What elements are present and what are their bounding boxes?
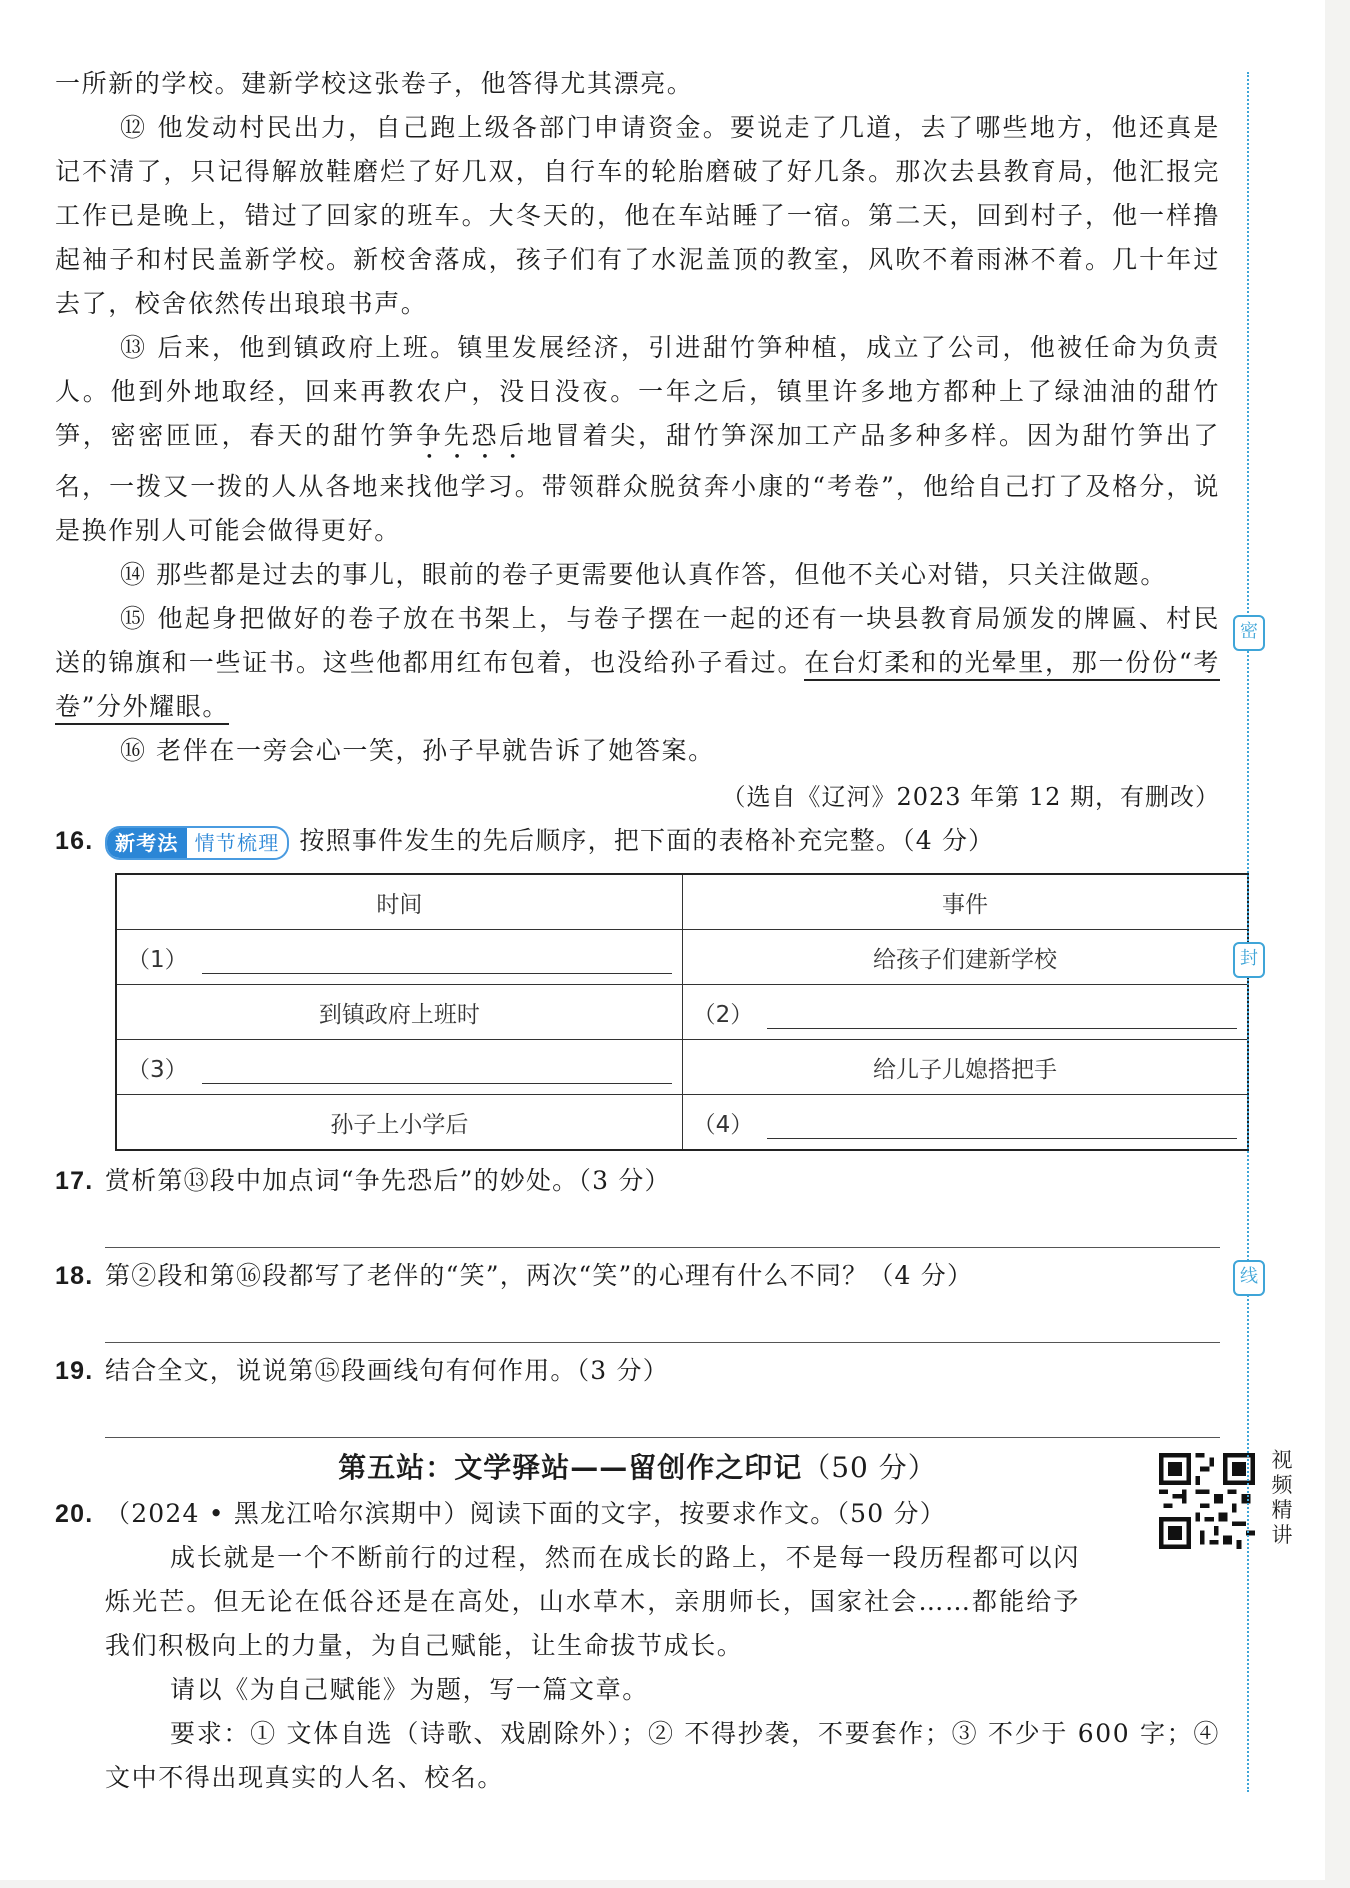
question-number: 16. [55, 827, 94, 855]
question-text: 第②段和第⑯段都写了老伴的“笑”，两次“笑”的心理有什么不同？（4 分） [105, 1261, 974, 1290]
section-title: 第五站：文学驿站——留创作之印记（50 分） [338, 1451, 937, 1484]
table-cell: 给儿子儿媳搭把手 [682, 1040, 1248, 1095]
answer-line-17[interactable] [105, 1203, 1220, 1248]
binding-mark-2: 封 [1233, 942, 1265, 978]
binding-mark-1: 密 [1233, 615, 1265, 651]
question-text: 结合全文，说说第⑮段画线句有何作用。（3 分） [105, 1356, 669, 1385]
table-cell: 到镇政府上班时 [116, 985, 682, 1040]
question-16 [55, 819, 1220, 863]
underlined-sentence: 在台灯柔和的光晕里，那一份份“考卷”分外耀眼。 [55, 648, 1220, 725]
passage-paragraph: 一所新的学校。建新学校这张卷子，他答得尤其漂亮。 [55, 69, 694, 98]
question-text: 赏析第⑬段中加点词“争先恐后”的妙处。（3 分） [105, 1166, 671, 1195]
qr-code-icon[interactable] [1159, 1453, 1255, 1549]
qr-label: 视频精讲 [1271, 1448, 1293, 1547]
writing-requirements: 要求：① 文体自选（诗歌、戏剧除外）；② 不得抄袭，不要套作；③ 不少于 600 字；④ 文中不得出现真实的人名、校名。 [105, 1719, 1220, 1792]
passage-paragraph-15: ⑮ 他起身把做好的卷子放在书架上，与卷子摆在一起的还有一块县教育局颁发的牌匾、村民送的锦旗和一些证书。这些他都用红布包着，也没给孙子看过。在台灯柔和的光晕里，那一份份“考卷”分外耀眼。 [55, 597, 1220, 729]
table-header-time: 时间 [116, 874, 682, 930]
answer-line-18[interactable] [105, 1298, 1220, 1343]
passage-source: （选自《辽河》2023 年第 12 期，有删改） [721, 783, 1220, 811]
event-table [115, 873, 1249, 1151]
table-row [116, 1095, 1248, 1151]
answer-line-19[interactable] [105, 1393, 1220, 1438]
page-content [55, 62, 1220, 1800]
answer-cell-2[interactable]: （2） [682, 985, 1248, 1040]
question-20: 20. （2024 • 黑龙江哈尔滨期中）阅读下面的文字，按要求作文。（50 分） [55, 1499, 946, 1528]
answer-cell-1[interactable]: （1） [116, 930, 682, 985]
binding-line [1247, 72, 1249, 1792]
question-17: 17. 赏析第⑬段中加点词“争先恐后”的妙处。（3 分） [55, 1166, 671, 1195]
table-cell: 给孩子们建新学校 [682, 930, 1248, 985]
question-text: （2024 • 黑龙江哈尔滨期中）阅读下面的文字，按要求作文。（50 分） [105, 1499, 946, 1528]
binding-mark-3: 线 [1233, 1260, 1265, 1296]
table-header-row [116, 874, 1248, 930]
table-cell: 孙子上小学后 [116, 1095, 682, 1151]
writing-task: 请以《为自己赋能》为题，写一篇文章。 [170, 1675, 649, 1704]
question-19: 19. 结合全文，说说第⑮段画线句有何作用。（3 分） [55, 1356, 669, 1385]
table-row [116, 985, 1248, 1040]
answer-cell-4[interactable]: （4） [682, 1095, 1248, 1151]
table-header-event: 事件 [682, 874, 1248, 930]
question-18: 18. 第②段和第⑯段都写了老伴的“笑”，两次“笑”的心理有什么不同？（4 分） [55, 1261, 974, 1290]
writing-prompt: 成长就是一个不断前行的过程，然而在成长的路上，不是每一段历程都可以闪烁光芒。但无论在低谷还是在高处，山水草木，亲朋师长，国家社会……都能给予我们积极向上的力量，为自己赋能，让生命拔节成长。 [105, 1543, 1080, 1660]
table-row [116, 930, 1248, 985]
dotted-word: 争先恐后 [415, 421, 528, 450]
new-exam-tag: 新考法 情节梳理 [105, 826, 289, 860]
question-text: 按照事件发生的先后顺序，把下面的表格补充完整。（4 分） [299, 826, 995, 855]
passage-paragraph-12: ⑫ 他发动村民出力，自己跑上级各部门申请资金。要说走了几道，去了哪些地方，他还真是记不清了，只记得解放鞋磨烂了好几双，自行车的轮胎磨破了好几条。那次去县教育局，他汇报完工作已是晚上，错过了回家的班车。大冬天的，他在车站睡了一宿。第二天，回到村子，他一样撸起袖子和村民盖新学校。新校舍落成，孩子们有了水泥盖顶的教室，风吹不着雨淋不着。几十年过去了，校舍依然传出琅琅书声。 [55, 113, 1220, 318]
passage-paragraph-14: ⑭ 那些都是过去的事儿，眼前的卷子更需要他认真作答，但他不关心对错，只关注做题。 [120, 560, 1167, 589]
table-row [116, 1040, 1248, 1095]
passage-paragraph-16: ⑯ 老伴在一旁会心一笑，孙子早就告诉了她答案。 [120, 736, 715, 765]
passage-paragraph-13: ⑬ 后来，他到镇政府上班。镇里发展经济，引进甜竹笋种植，成立了公司，他被任命为负责人。他到外地取经，回来再教农户，没日没夜。一年之后，镇里许多地方都种上了绿油油的甜竹笋，密密匝匝，春天的甜竹笋争先恐后地冒着尖，甜竹笋深加工产品多种多样。因为甜竹笋出了名，一拨又一拨的人从各地来找他学习。带领群众脱贫奔小康的“考卷”，他给自己打了及格分，说是换作别人可能会做得更好。 [55, 333, 1220, 545]
answer-cell-3[interactable]: （3） [116, 1040, 682, 1095]
